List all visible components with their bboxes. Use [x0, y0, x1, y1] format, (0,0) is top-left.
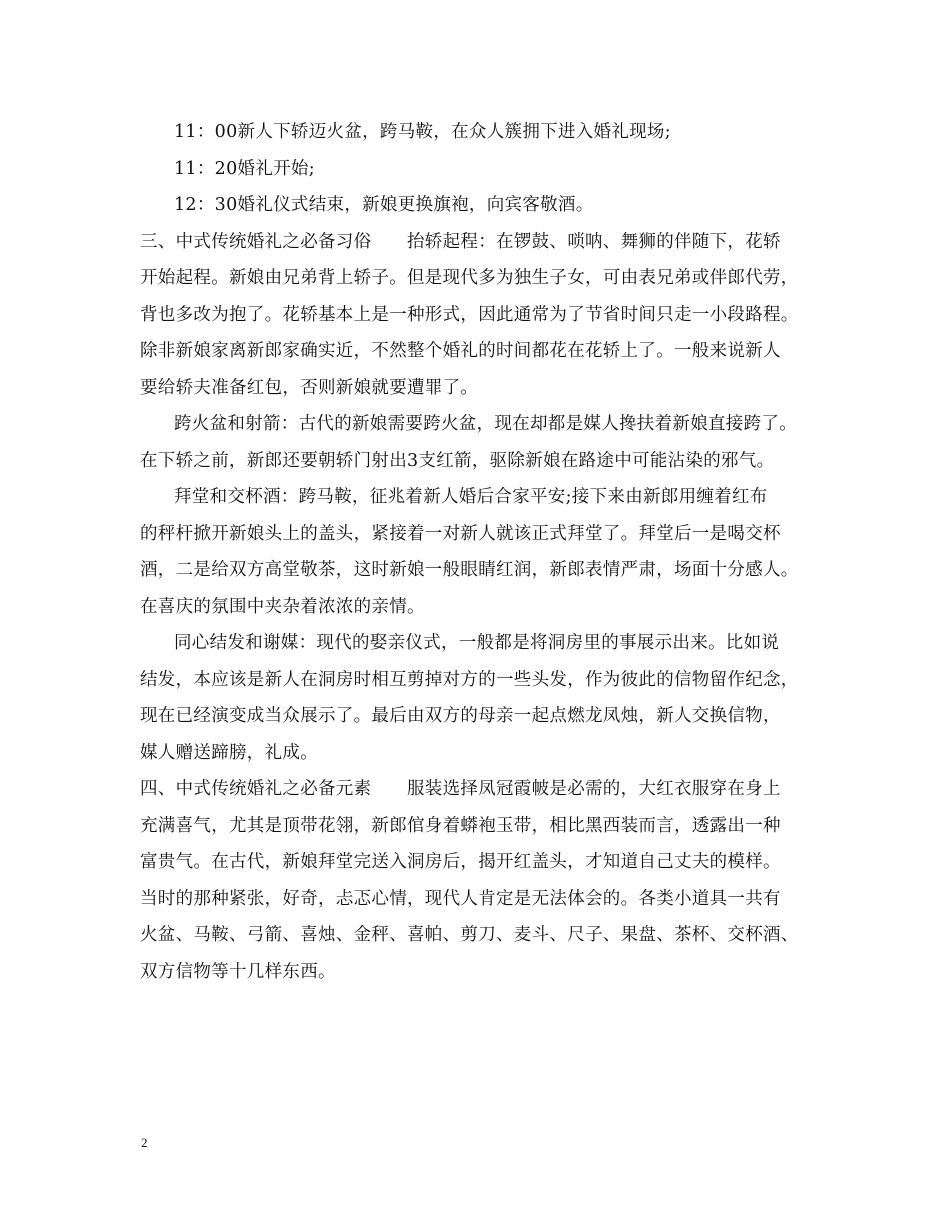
text-line: 要给轿夫准备红包，否则新娘就要遭罪了。 — [140, 377, 479, 398]
text-line: 结发，本应该是新人在洞房时相互剪掉对方的一些头发，作为彼此的信物留作纪念， — [140, 669, 799, 690]
text-line: 双方信物等十几样东西。 — [140, 961, 336, 982]
text-line: 拜堂和交杯酒：跨马鞍，征兆着新人婚后合家平安;接下来由新郎用缠着红布 — [174, 487, 768, 507]
document-body — [140, 114, 816, 990]
text-line: 富贵气。在古代，新娘拜堂完送入洞房后，揭开红盖头，才知道自己丈夫的模样。 — [140, 852, 781, 872]
text-line: 酒，二是给双方高堂敬茶，这时新娘一般眼睛红润，新郎表情严肃，场面十分感人。 — [140, 560, 799, 580]
text-line: 同心结发和谢媒：现代的娶亲仪式，一般都是将洞房里的事展示出来。比如说 — [174, 633, 780, 653]
text-line: 充满喜气，尤其是顶带花翎，新郎倌身着蟒袍玉带，相比黑西装而言，透露出一种 — [140, 815, 781, 836]
text-line: 除非新娘家离新郎家确实近，不然整个婚礼的时间都花在花轿上了。一般来说新人 — [140, 341, 781, 361]
text-line: 的秤杆掀开新娘头上的盖头，紧接着一对新人就该正式拜堂了。拜堂后一是喝交杯 — [140, 523, 781, 544]
text-line: 火盆、马鞍、弓箭、喜烛、金秤、喜帕、剪刀、麦斗、尺子、果盘、茶杯、交杯酒、 — [140, 925, 799, 945]
text-line: 四、中式传统婚礼之必备元素 服装选择凤冠霞帔是必需的，大红衣服穿在身上 — [140, 779, 781, 799]
text-line: 当时的那种紧张，好奇，忐忑心情，现代人肯定是无法体会的。各类小道具一共有 — [140, 888, 781, 909]
text-line: 开始起程。新娘由兄弟背上轿子。但是现代多为独生子女，可由表兄弟或伴郎代劳， — [140, 268, 799, 288]
text-line: 11：20婚礼开始; — [174, 158, 315, 179]
text-line: 在喜庆的氛围中夹杂着浓浓的亲情。 — [140, 596, 425, 617]
text-line: 三、中式传统婚礼之必备习俗 抬轿起程：在锣鼓、唢呐、舞狮的伴随下，花轿 — [140, 231, 781, 252]
text-line: 11：00新人下轿迈火盆，跨马鞍，在众人簇拥下进入婚礼现场; — [174, 122, 671, 142]
page-number: 2 — [141, 1135, 148, 1150]
text-line: 现在已经演变成当众展示了。最后由双方的母亲一起点燃龙凤烛，新人交换信物， — [140, 706, 781, 726]
text-line: 背也多改为抱了。花轿基本上是一种形式，因此通常为了节省时间只走一小段路程。 — [140, 304, 799, 325]
text-line: 媒人赠送蹄膀，礼成。 — [140, 742, 318, 763]
text-line: 在下轿之前，新郎还要朝轿门射出3支红箭，驱除新娘在路途中可能沾染的邪气。 — [140, 450, 775, 471]
text-line: 12：30婚礼仪式结束，新娘更换旗袍，向宾客敬酒。 — [174, 195, 594, 215]
text-line: 跨火盆和射箭：古代的新娘需要跨火盆，现在却都是媒人搀扶着新娘直接跨了。 — [174, 414, 797, 434]
